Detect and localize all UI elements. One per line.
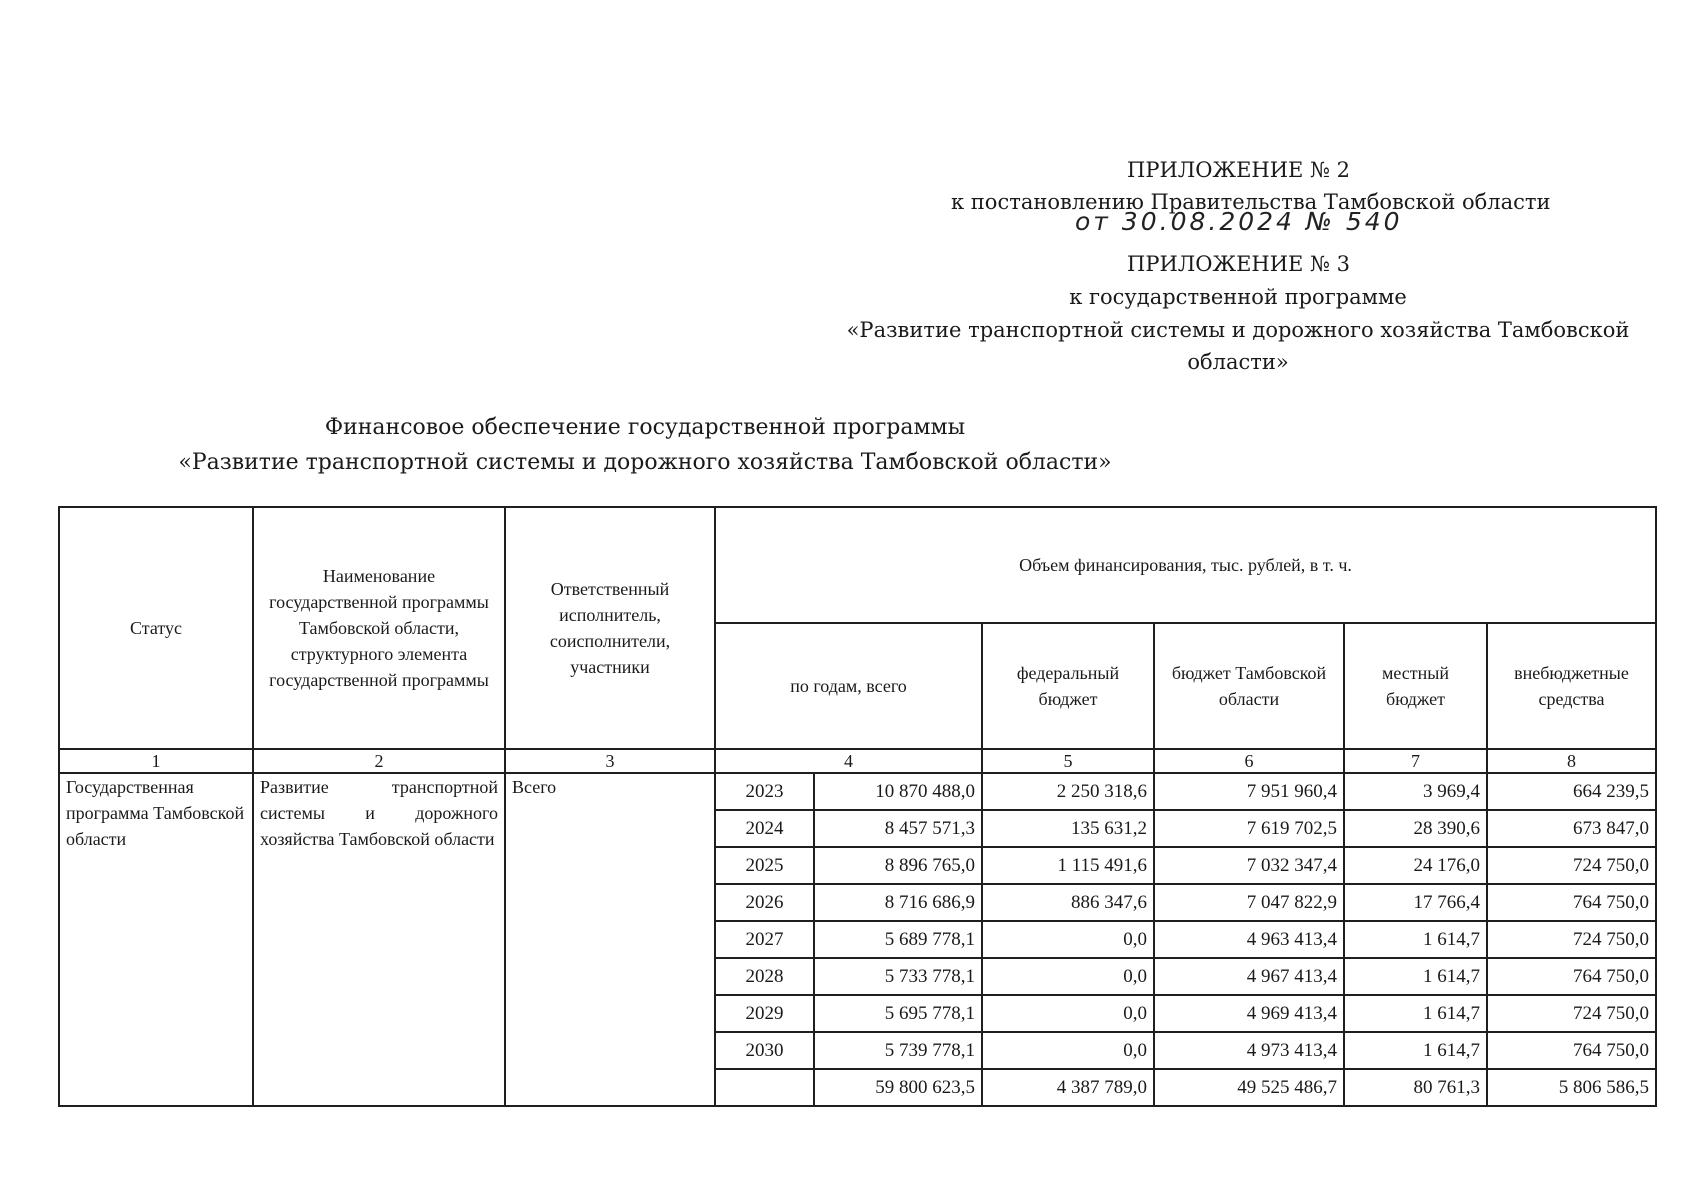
offbudget-cell: 724 750,0 bbox=[1487, 847, 1656, 884]
offbudget-cell: 764 750,0 bbox=[1487, 884, 1656, 921]
regional-cell: 4 967 413,4 bbox=[1154, 958, 1344, 995]
local-cell: 28 390,6 bbox=[1344, 810, 1487, 847]
offbudget-cell: 724 750,0 bbox=[1487, 921, 1656, 958]
year-cell: 2027 bbox=[715, 921, 814, 958]
total-cell: 5 695 778,1 bbox=[814, 995, 982, 1032]
appendix-3-heading: ПРИЛОЖЕНИЕ № 3 bbox=[1127, 252, 1350, 276]
regional-cell: 7 047 822,9 bbox=[1154, 884, 1344, 921]
offbudget-cell: 724 750,0 bbox=[1487, 995, 1656, 1032]
federal-cell: 886 347,6 bbox=[982, 884, 1154, 921]
offbudget-cell: 764 750,0 bbox=[1487, 958, 1656, 995]
document-title-line-2: «Развитие транспортной системы и дорожного хозяйства Тамбовской области» bbox=[178, 450, 1112, 475]
year-cell bbox=[715, 1069, 814, 1106]
program-name-line-1: «Развитие транспортной системы и дорожного хозяйства Тамбовской bbox=[846, 318, 1630, 342]
header-local-budget: местный бюджет bbox=[1344, 623, 1487, 749]
federal-cell: 0,0 bbox=[982, 921, 1154, 958]
regional-cell: 4 963 413,4 bbox=[1154, 921, 1344, 958]
status-cell: Государственная программа Тамбовской области bbox=[59, 773, 253, 1106]
total-cell: 5 689 778,1 bbox=[814, 921, 982, 958]
federal-cell: 135 631,2 bbox=[982, 810, 1154, 847]
year-cell: 2029 bbox=[715, 995, 814, 1032]
total-sum-cell: 59 800 623,5 bbox=[814, 1069, 982, 1106]
regional-cell: 4 973 413,4 bbox=[1154, 1032, 1344, 1069]
financing-table bbox=[58, 506, 1657, 1107]
program-name-line-2: области» bbox=[1187, 350, 1289, 374]
total-cell: 8 457 571,3 bbox=[814, 810, 982, 847]
program-name-cell: Развитие транспортной системы и дорожного хозяйства Тамбовской области bbox=[253, 773, 505, 1106]
local-sum-cell: 80 761,3 bbox=[1344, 1069, 1487, 1106]
offbudget-cell: 764 750,0 bbox=[1487, 1032, 1656, 1069]
column-number: 6 bbox=[1154, 749, 1344, 773]
handwritten-date-number: от 30.08.2024 № 540 bbox=[1075, 207, 1403, 236]
local-cell: 24 176,0 bbox=[1344, 847, 1487, 884]
regional-cell: 7 619 702,5 bbox=[1154, 810, 1344, 847]
local-cell: 1 614,7 bbox=[1344, 958, 1487, 995]
local-cell: 3 969,4 bbox=[1344, 773, 1487, 810]
local-cell: 1 614,7 bbox=[1344, 995, 1487, 1032]
offbudget-cell: 673 847,0 bbox=[1487, 810, 1656, 847]
regional-cell: 4 969 413,4 bbox=[1154, 995, 1344, 1032]
document-title-line-1: Финансовое обеспечение государственной программы bbox=[324, 415, 966, 440]
year-cell: 2023 bbox=[715, 773, 814, 810]
total-cell: 5 733 778,1 bbox=[814, 958, 982, 995]
regional-sum-cell: 49 525 486,7 bbox=[1154, 1069, 1344, 1106]
column-number: 2 bbox=[253, 749, 505, 773]
federal-cell: 0,0 bbox=[982, 958, 1154, 995]
year-cell: 2028 bbox=[715, 958, 814, 995]
column-number: 7 bbox=[1344, 749, 1487, 773]
table-row bbox=[59, 773, 1656, 810]
local-cell: 17 766,4 bbox=[1344, 884, 1487, 921]
appendix-3-reference: к государственной программе bbox=[1069, 285, 1407, 309]
year-cell: 2024 bbox=[715, 810, 814, 847]
regional-cell: 7 032 347,4 bbox=[1154, 847, 1344, 884]
year-cell: 2026 bbox=[715, 884, 814, 921]
total-cell: 10 870 488,0 bbox=[814, 773, 982, 810]
federal-sum-cell: 4 387 789,0 bbox=[982, 1069, 1154, 1106]
header-financing-volume: Объем финансирования, тыс. рублей, в т. ч. bbox=[715, 507, 1656, 623]
column-number: 3 bbox=[505, 749, 715, 773]
local-cell: 1 614,7 bbox=[1344, 921, 1487, 958]
total-cell: 5 739 778,1 bbox=[814, 1032, 982, 1069]
header-program-name: Наименование государственной программы Тамбовской области, структурного элемента государственной программы bbox=[253, 507, 505, 749]
appendix-2-heading: ПРИЛОЖЕНИЕ № 2 bbox=[1127, 158, 1350, 182]
federal-cell: 1 115 491,6 bbox=[982, 847, 1154, 884]
executor-cell: Всего bbox=[505, 773, 715, 1106]
column-number: 1 bbox=[59, 749, 253, 773]
federal-cell: 0,0 bbox=[982, 995, 1154, 1032]
federal-cell: 0,0 bbox=[982, 1032, 1154, 1069]
header-offbudget-funds: внебюджетные средства bbox=[1487, 623, 1656, 749]
year-cell: 2025 bbox=[715, 847, 814, 884]
total-cell: 8 896 765,0 bbox=[814, 847, 982, 884]
header-executor: Ответственный исполнитель, соисполнители, участники bbox=[505, 507, 715, 749]
total-cell: 8 716 686,9 bbox=[814, 884, 982, 921]
column-number: 8 bbox=[1487, 749, 1656, 773]
header-regional-budget: бюджет Тамбовской области bbox=[1154, 623, 1344, 749]
header-by-years: по годам, всего bbox=[715, 623, 982, 749]
year-cell: 2030 bbox=[715, 1032, 814, 1069]
column-number: 5 bbox=[982, 749, 1154, 773]
column-number: 4 bbox=[715, 749, 982, 773]
appendix-2-reference: к постановлению Правительства Тамбовской области bbox=[951, 190, 1551, 214]
offbudget-cell: 664 239,5 bbox=[1487, 773, 1656, 810]
local-cell: 1 614,7 bbox=[1344, 1032, 1487, 1069]
offbudget-sum-cell: 5 806 586,5 bbox=[1487, 1069, 1656, 1106]
header-status: Статус bbox=[59, 507, 253, 749]
header-federal-budget: федеральный бюджет bbox=[982, 623, 1154, 749]
federal-cell: 2 250 318,6 bbox=[982, 773, 1154, 810]
regional-cell: 7 951 960,4 bbox=[1154, 773, 1344, 810]
